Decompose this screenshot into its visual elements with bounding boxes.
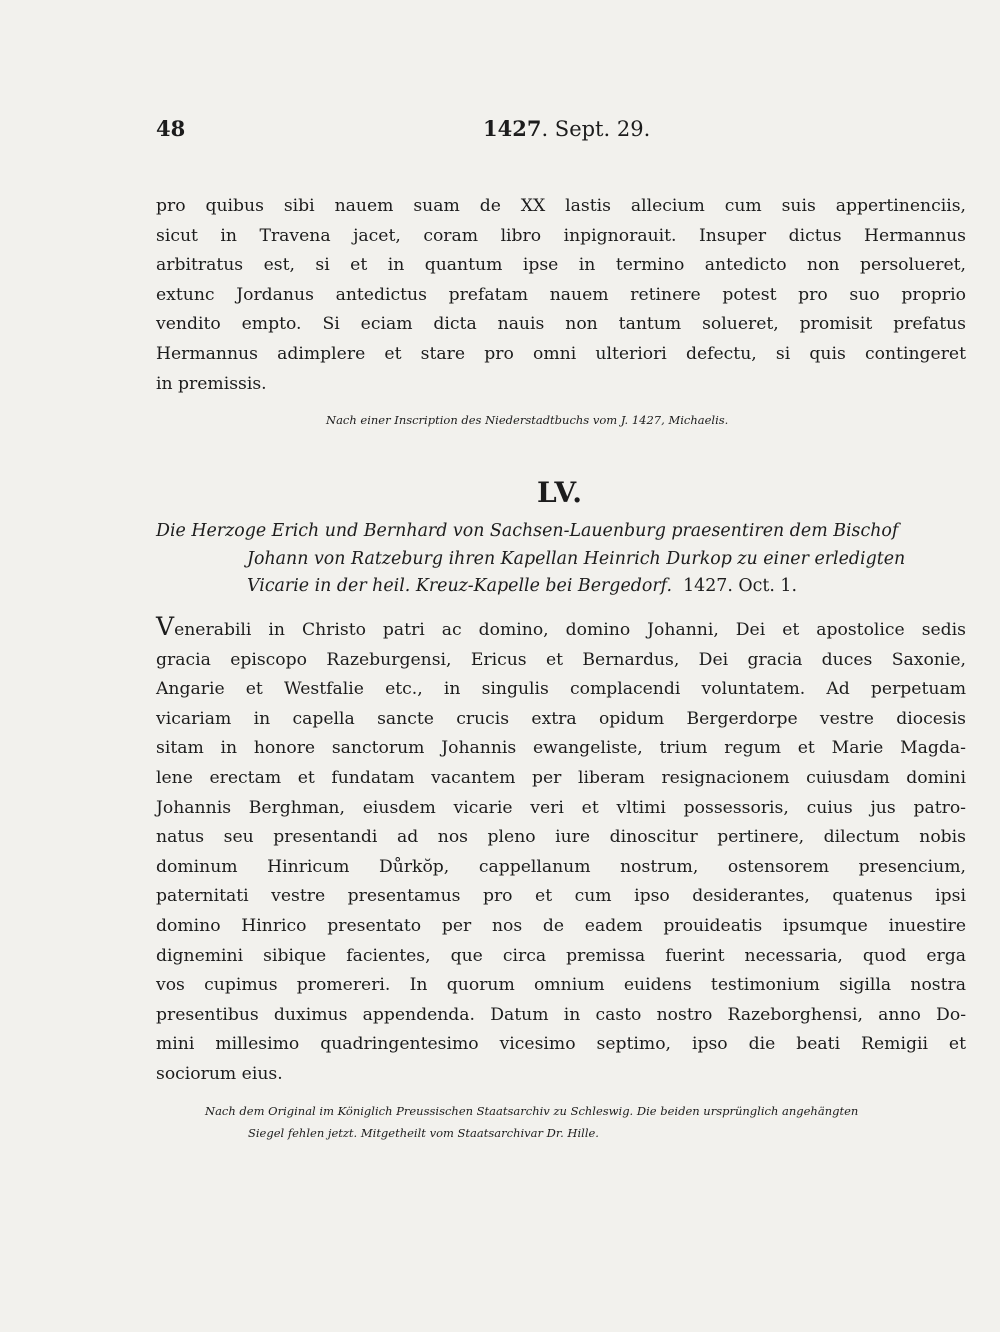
- summary-line-text: Vicarie in der heil. Kreuz-Kapelle bei Bergedorf.: [247, 576, 672, 596]
- initial-letter: V: [156, 612, 175, 641]
- text-line: extunc Jordanus antedictus prefatam nauem retinere potest pro suo proprio: [156, 284, 966, 305]
- text-line: dominum Hinricum Důrkŏp, cappellanum nostrum, ostensorem presencium,: [156, 856, 966, 877]
- text-line: presentibus duximus appendenda. Datum in casto nostro Razeborghensi, anno Do-: [156, 1004, 966, 1025]
- text-line: mini millesimo quadringentesimo vicesimo septimo, ipso die beati Remigii et: [156, 1034, 966, 1055]
- text-line: Johannis Berghman, eiusdem vicarie veri et vltimi possessoris, cuius jus patro-: [156, 797, 966, 818]
- text-line: dignemini sibique facientes, que circa premissa fuerint necessaria, quod erga: [156, 945, 966, 966]
- text-line: vicariam in capella sancte crucis extra opidum Bergerdorpe vestre diocesis: [156, 708, 966, 729]
- text-line: domino Hinrico presentato per nos de eadem prouideatis ipsumque inuestire: [156, 915, 966, 936]
- text-line: paternitati vestre presentamus pro et cum ipso desiderantes, quatenus ipsi: [156, 886, 966, 907]
- text-line: gracia episcopo Razeburgensi, Ericus et Bernardus, Dei gracia duces Saxonie,: [156, 649, 966, 670]
- text-line: lene erectam et fundatam vacantem per liberam resignacionem cuiusdam domini: [156, 767, 966, 788]
- document-number: LV.: [537, 476, 583, 509]
- text-line: natus seu presentandi ad nos pleno iure dinoscitur pertinere, dilectum nobis: [156, 827, 966, 848]
- text-line: arbitratus est, si et in quantum ipse in termino antedicto non persolueret,: [156, 255, 966, 276]
- running-head-month-day: . Sept. 29.: [541, 117, 651, 141]
- running-head-year: 1427: [483, 116, 542, 141]
- text-line: Hermannus adimplere et stare pro omni ulteriori defectu, si quis contingeret: [156, 343, 966, 364]
- text-line: Angarie et Westfalie etc., in singulis complacendi voluntatem. Ad perpetuam: [156, 679, 966, 700]
- text-line: vos cupimus promereri. In quorum omnium euidens testimonium sigilla nostra: [156, 975, 966, 996]
- source-note-line: Nach dem Original im Königlich Preussischen Staatsarchiv zu Schleswig. Die beiden ursprünglich angehängten: [205, 1104, 859, 1118]
- page-number: 48: [156, 116, 186, 141]
- document-summary: [156, 518, 966, 601]
- text-line: sociorum eius.: [156, 1063, 283, 1084]
- text-line: in premissis.: [156, 373, 267, 394]
- summary-date: 1427. Oct. 1.: [683, 576, 798, 596]
- first-line-rest: enerabili in Christo patri ac domino, domino Johanni, Dei et apostolice sedis: [174, 620, 966, 640]
- text-line: sicut in Travena jacet, coram libro inpignorauit. Insuper dictus Hermannus: [156, 225, 966, 246]
- text-line-first: [156, 612, 966, 646]
- summary-line: Johann von Ratzeburg ihren Kapellan Heinrich Durkop zu einer erledigten: [247, 548, 906, 569]
- previous-source-note: Nach einer Inscription des Niederstadtbuchs vom J. 1427, Michaelis.: [326, 413, 729, 427]
- summary-line: [156, 573, 966, 601]
- source-note-line: Siegel fehlen jetzt. Mitgetheilt vom Staatsarchivar Dr. Hille.: [248, 1126, 599, 1140]
- previous-document-text: [156, 192, 966, 399]
- text-line: sitam in honore sanctorum Johannis ewangeliste, trium regum et Marie Magda-: [156, 738, 966, 759]
- text-line: vendito empto. Si eciam dicta nauis non tantum solueret, promisit prefatus: [156, 314, 966, 335]
- text-line: pro quibus sibi nauem suam de XX lastis allecium cum suis appertinenciis,: [156, 196, 966, 216]
- summary-line: Die Herzoge Erich und Bernhard von Sachsen-Lauenburg praesentiren dem Bischof: [156, 521, 899, 541]
- document-body: [156, 612, 966, 1090]
- running-head-date: [483, 116, 650, 141]
